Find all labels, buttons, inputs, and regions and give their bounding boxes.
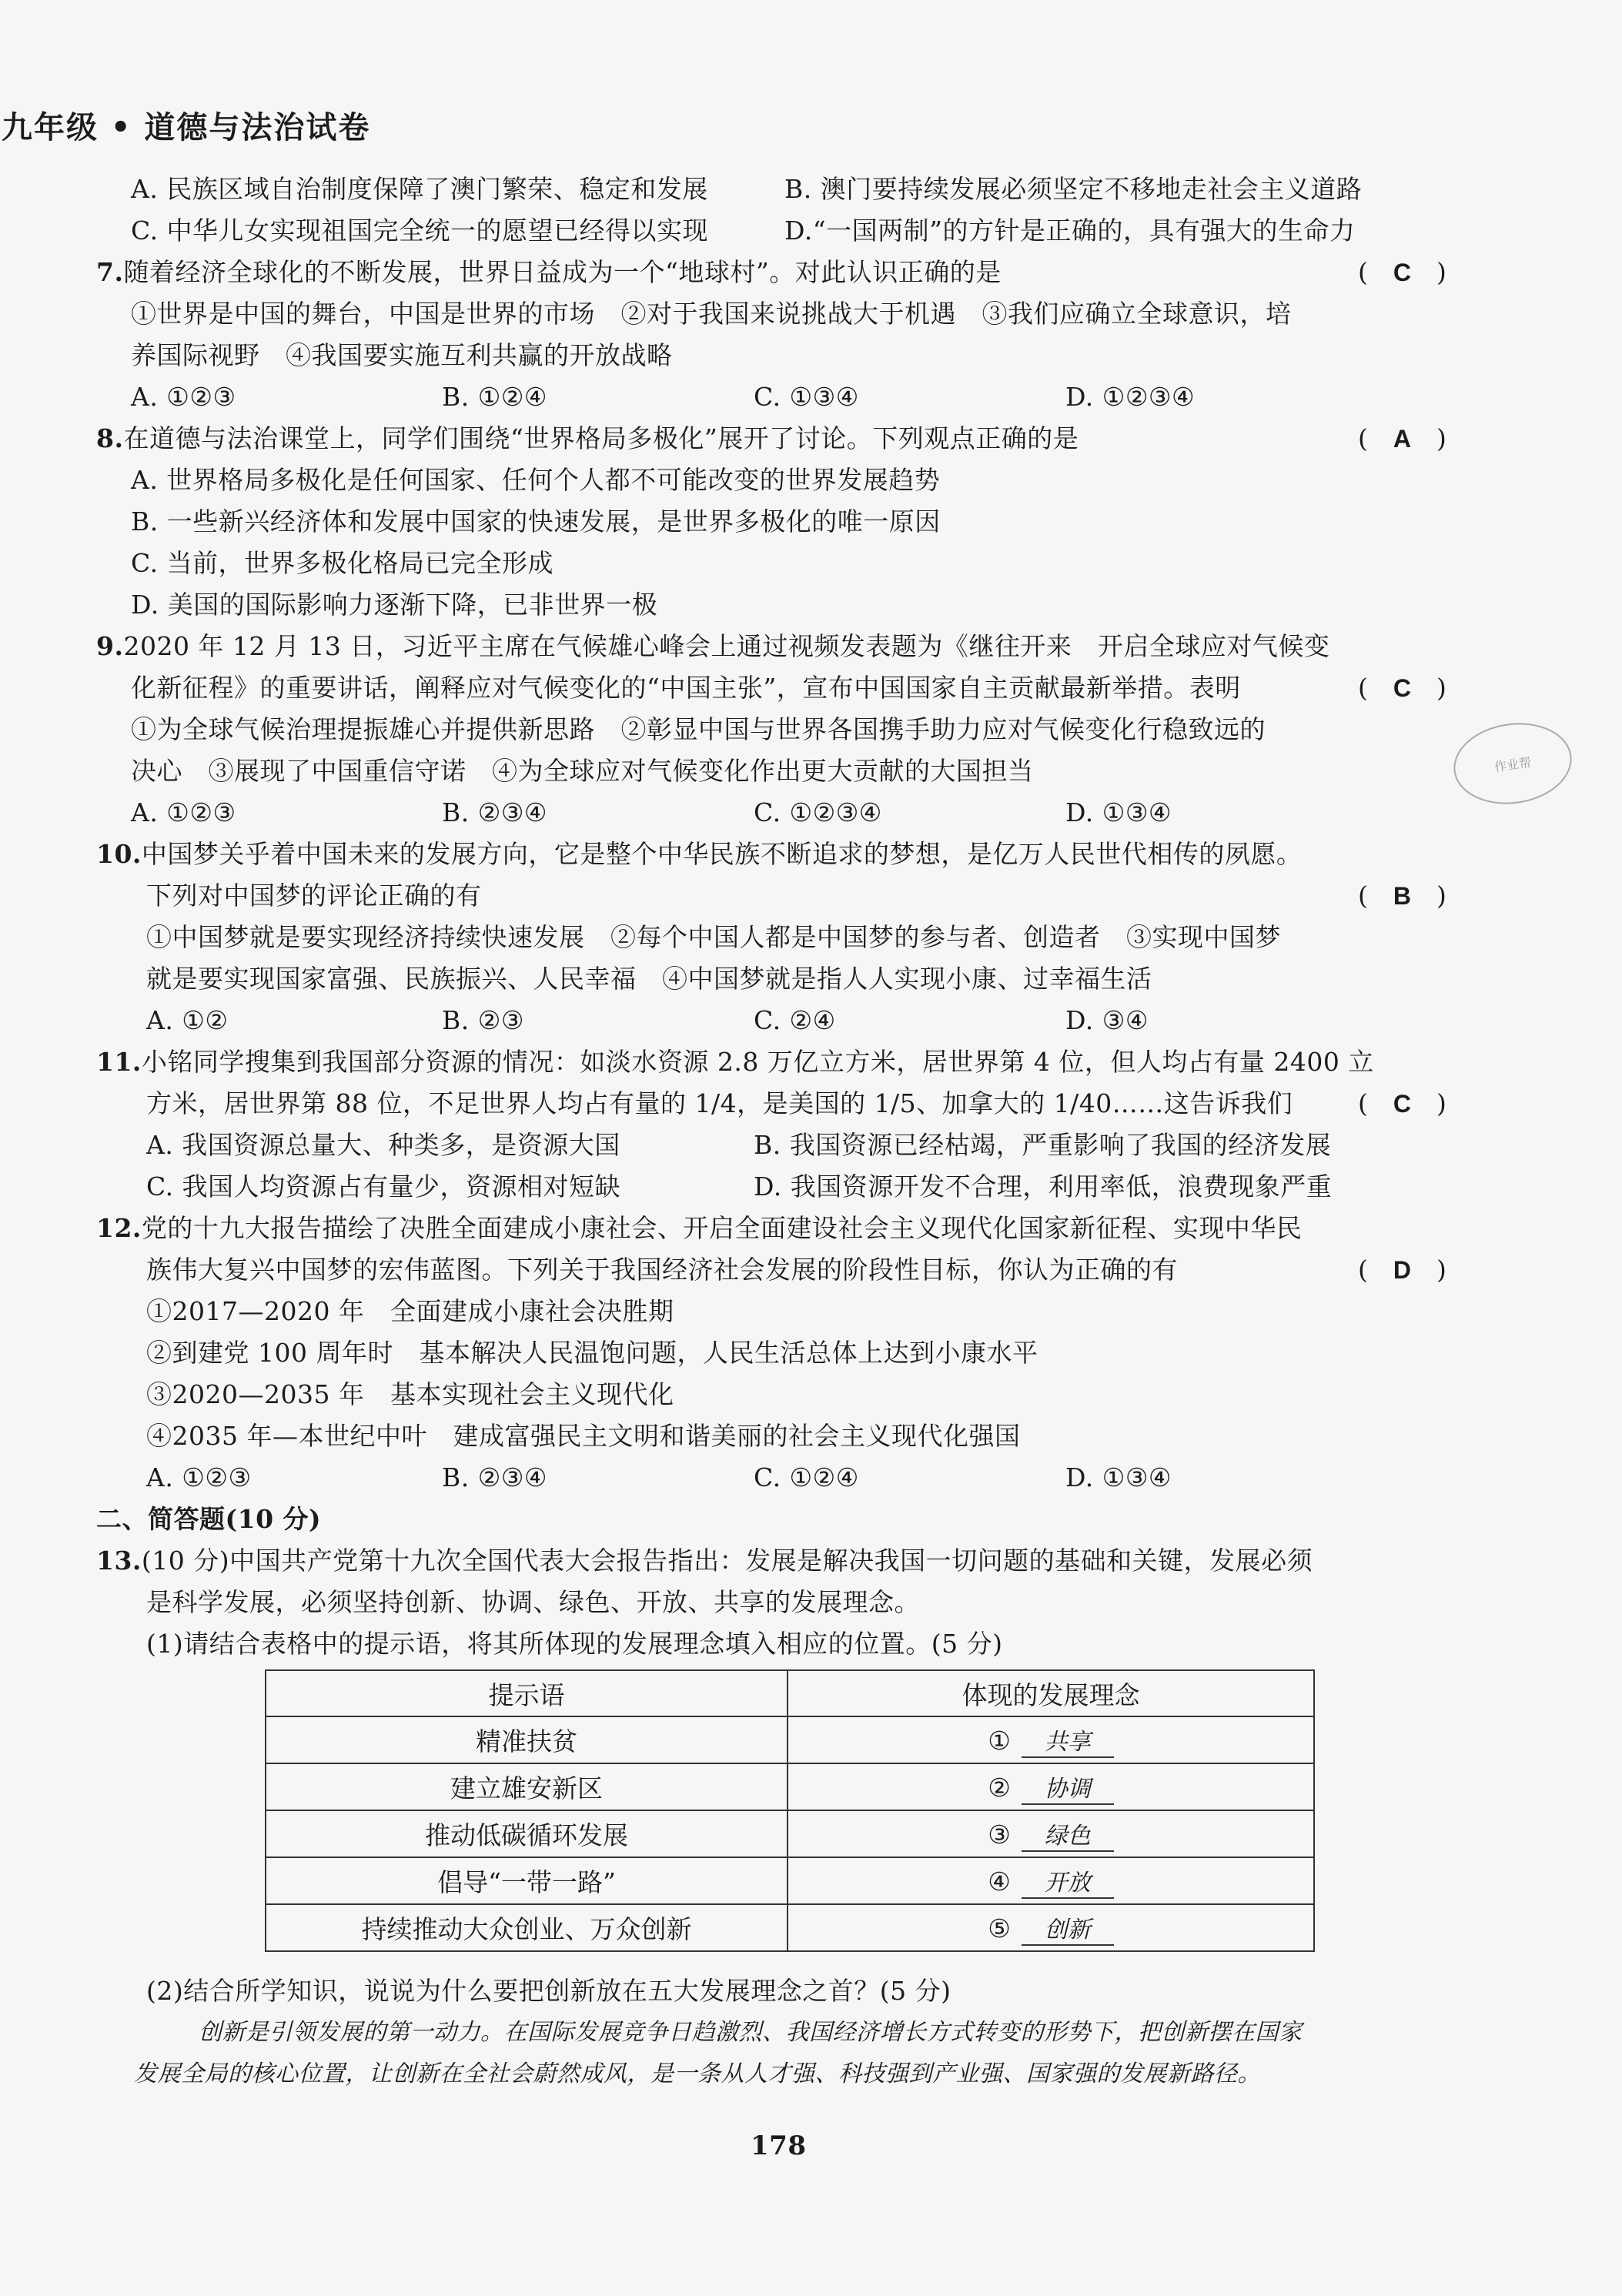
q10-stem-line2: 下列对中国梦的评论正确的有 bbox=[146, 881, 482, 911]
q9-number: 9. bbox=[96, 631, 124, 661]
circled-number: ② bbox=[988, 1772, 1011, 1803]
table-cell-concept bbox=[788, 1904, 1314, 1951]
q7-option-c: C. ①③④ bbox=[754, 382, 859, 412]
q12-option-b: B. ②③④ bbox=[442, 1462, 547, 1492]
circled-number: ⑤ bbox=[988, 1913, 1011, 1943]
q12-item-2: ②到建党 100 周年时 基本解决人民温饱问题，人民生活总体上达到小康水平 bbox=[146, 1338, 1038, 1368]
q9-answer: ( C ) bbox=[1358, 673, 1446, 703]
q10-statement-line1: ①中国梦就是要实现经济持续快速发展 ②每个中国人都是中国梦的参与者、创造者 ③实现中国梦 bbox=[146, 922, 1281, 952]
q13-stem-line1 bbox=[96, 1546, 1313, 1576]
circled-number: ④ bbox=[988, 1866, 1011, 1897]
q11-answer: ( C ) bbox=[1358, 1088, 1446, 1118]
q9-statement-line1: ①为全球气候治理提振雄心并提供新思路 ②彰显中国与世界各国携手助力应对气候变化行稳致远的 bbox=[131, 714, 1266, 744]
table-cell-prompt: 倡导“一带一路” bbox=[266, 1857, 788, 1904]
q8-option-c: C. 当前，世界多极化格局已完全形成 bbox=[131, 548, 554, 578]
q13-handwritten-answer-line2: 发展全局的核心位置，让创新在全社会蔚然成风，是一条从人才强、科技强到产业强、国家强的发展新路径。 bbox=[134, 2060, 1261, 2087]
table-cell-prompt: 推动低碳循环发展 bbox=[266, 1810, 788, 1857]
table-header-row bbox=[266, 1670, 1314, 1716]
q9-option-a: A. ①②③ bbox=[131, 797, 236, 827]
q12-stem-line1 bbox=[96, 1213, 1302, 1244]
handwritten-answer: 协调 bbox=[1022, 1770, 1114, 1805]
q8-stem-text: 在道德与法治课堂上，同学们围绕“世界格局多极化”展开了讨论。下列观点正确的是 bbox=[123, 423, 1079, 453]
development-concept-table bbox=[265, 1669, 1315, 1952]
handwritten-answer: 绿色 bbox=[1022, 1816, 1114, 1852]
q10-answer: ( B ) bbox=[1358, 881, 1446, 911]
q7-stem-text: 随着经济全球化的不断发展，世界日益成为一个“地球村”。对此认识正确的是 bbox=[123, 257, 1002, 287]
table-cell-prompt: 精准扶贫 bbox=[266, 1716, 788, 1763]
q9-stem-text: 2020 年 12 月 13 日，习近平主席在气候雄心峰会上通过视频发表题为《继往开来 开启全球应对气候变 bbox=[123, 631, 1330, 661]
q13-sub-question-2: (2)结合所学知识，说说为什么要把创新放在五大发展理念之首？(5 分) bbox=[146, 1976, 951, 2006]
q8-number: 8. bbox=[96, 423, 124, 453]
q13-stem-text: (10 分)中国共产党第十九次全国代表大会报告指出：发展是解决我国一切问题的基础和关键，发展必须 bbox=[141, 1546, 1313, 1576]
handwritten-answer: 创新 bbox=[1022, 1910, 1114, 1946]
q13-stem-line2: 是科学发展，必须坚持创新、协调、绿色、开放、共享的发展理念。 bbox=[146, 1587, 920, 1617]
q7-option-b: B. ①②④ bbox=[442, 382, 547, 412]
handwritten-answer: 开放 bbox=[1022, 1863, 1114, 1899]
table-cell-concept bbox=[788, 1857, 1314, 1904]
q8-option-d: D. 美国的国际影响力逐渐下降，已非世界一极 bbox=[131, 590, 658, 620]
q7-statement-line2: 养国际视野 ④我国要实施互利共赢的开放战略 bbox=[131, 340, 673, 370]
q12-number: 12. bbox=[96, 1213, 142, 1243]
q8-stem bbox=[96, 423, 1079, 454]
table-header-prompt: 提示语 bbox=[266, 1670, 788, 1716]
q6-option-a: A. 民族区域自治制度保障了澳门繁荣、稳定和发展 bbox=[131, 174, 708, 204]
section-title-short-answer: 二、简答题(10 分) bbox=[96, 1504, 322, 1534]
q10-option-a: A. ①② bbox=[146, 1005, 229, 1035]
table-cell-concept bbox=[788, 1763, 1314, 1810]
table-cell-concept bbox=[788, 1810, 1314, 1857]
q12-option-a: A. ①②③ bbox=[146, 1462, 252, 1492]
q12-stem-text: 党的十九大报告描绘了决胜全面建成小康社会、开启全面建设社会主义现代化国家新征程、实现中华民 bbox=[141, 1213, 1303, 1243]
q9-option-d: D. ①③④ bbox=[1065, 797, 1172, 827]
table-cell-prompt: 持续推动大众创业、万众创新 bbox=[266, 1904, 788, 1951]
q7-stem bbox=[96, 257, 1002, 288]
q9-option-b: B. ②③④ bbox=[442, 797, 547, 827]
q13-sub-question-1: (1)请结合表格中的提示语，将其所体现的发展理念填入相应的位置。(5 分) bbox=[146, 1629, 1003, 1659]
q11-option-d: D. 我国资源开发不合理，利用率低，浪费现象严重 bbox=[754, 1171, 1333, 1201]
q12-item-4: ④2035 年—本世纪中叶 建成富强民主文明和谐美丽的社会主义现代化强国 bbox=[146, 1421, 1021, 1451]
q9-option-c: C. ①②③④ bbox=[754, 797, 882, 827]
handwritten-answer: 共享 bbox=[1022, 1723, 1114, 1758]
stamp-text: 作业帮 bbox=[1493, 754, 1533, 774]
stamp-mark bbox=[1449, 716, 1577, 811]
q13-number: 13. bbox=[96, 1546, 142, 1576]
q6-option-d: D.“一国两制”的方针是正确的，具有强大的生命力 bbox=[784, 216, 1356, 246]
q12-option-c: C. ①②④ bbox=[754, 1462, 859, 1492]
q11-number: 11. bbox=[96, 1047, 142, 1077]
q9-stem-line1 bbox=[96, 631, 1329, 662]
page-number: 178 bbox=[751, 2131, 807, 2161]
q11-option-b: B. 我国资源已经枯竭，严重影响了我国的经济发展 bbox=[754, 1130, 1332, 1160]
q8-answer: ( A ) bbox=[1358, 423, 1446, 453]
q11-answer-letter: C bbox=[1393, 1090, 1411, 1118]
q10-stem-line1 bbox=[96, 839, 1302, 870]
q11-stem-text: 小铭同学搜集到我国部分资源的情况：如淡水资源 2.8 万亿立方米，居世界第 4 位，但人均占有量 2400 立 bbox=[141, 1047, 1374, 1077]
q8-answer-letter: A bbox=[1393, 425, 1411, 453]
q12-option-d: D. ①③④ bbox=[1065, 1462, 1172, 1492]
table-row bbox=[266, 1763, 1314, 1810]
table-header-concept: 体现的发展理念 bbox=[788, 1670, 1314, 1716]
q6-option-c: C. 中华儿女实现祖国完全统一的愿望已经得以实现 bbox=[131, 216, 709, 246]
q10-stem-text: 中国梦关乎着中国未来的发展方向，它是整个中华民族不断追求的梦想，是亿万人民世代相传的夙愿。 bbox=[141, 839, 1303, 869]
table-row bbox=[266, 1904, 1314, 1951]
q7-answer-letter: C bbox=[1393, 259, 1411, 286]
q7-option-a: A. ①②③ bbox=[131, 382, 236, 412]
q7-statement-line1: ①世界是中国的舞台，中国是世界的市场 ②对于我国来说挑战大于机遇 ③我们应确立全球意识，培 bbox=[131, 299, 1292, 329]
q10-option-d: D. ③④ bbox=[1065, 1005, 1149, 1035]
table-row bbox=[266, 1716, 1314, 1763]
q12-answer: ( D ) bbox=[1358, 1255, 1446, 1285]
q12-item-3: ③2020—2035 年 基本实现社会主义现代化 bbox=[146, 1379, 674, 1409]
q10-answer-letter: B bbox=[1393, 882, 1411, 910]
q8-option-a: A. 世界格局多极化是任何国家、任何个人都不可能改变的世界发展趋势 bbox=[131, 465, 941, 495]
q12-item-1: ①2017—2020 年 全面建成小康社会决胜期 bbox=[146, 1296, 674, 1326]
table-row bbox=[266, 1857, 1314, 1904]
q11-option-c: C. 我国人均资源占有量少，资源相对短缺 bbox=[146, 1171, 621, 1201]
q11-stem-line2: 方米，居世界第 88 位，不足世界人均占有量的 1/4，是美国的 1/5、加拿大的 1/40……这告诉我们 bbox=[146, 1088, 1293, 1118]
q12-stem-line2: 族伟大复兴中国梦的宏伟蓝图。下列关于我国经济社会发展的阶段性目标，你认为正确的有 bbox=[146, 1255, 1178, 1285]
q7-option-d: D. ①②③④ bbox=[1065, 382, 1196, 412]
circled-number: ③ bbox=[988, 1819, 1011, 1850]
table-row bbox=[266, 1810, 1314, 1857]
q11-option-a: A. 我国资源总量大、种类多，是资源大国 bbox=[146, 1130, 620, 1160]
q9-statement-line2: 决心 ③展现了中国重信守诺 ④为全球应对气候变化作出更大贡献的大国担当 bbox=[131, 756, 1034, 786]
q10-option-b: B. ②③ bbox=[442, 1005, 524, 1035]
q12-answer-letter: D bbox=[1393, 1256, 1411, 1284]
circled-number: ① bbox=[988, 1725, 1011, 1756]
q11-stem-line1 bbox=[96, 1047, 1374, 1078]
table-cell-concept bbox=[788, 1716, 1314, 1763]
q9-stem-line2: 化新征程》的重要讲话，阐释应对气候变化的“中国主张”，宣布中国国家自主贡献最新举措。表明 bbox=[131, 673, 1241, 703]
q7-number: 7. bbox=[96, 257, 124, 287]
q13-handwritten-answer-line1: 创新是引领发展的第一动力。在国际发展竞争日趋激烈、我国经济增长方式转变的形势下，把创新摆在国家 bbox=[199, 2019, 1303, 2046]
q8-option-b: B. 一些新兴经济体和发展中国家的快速发展，是世界多极化的唯一原因 bbox=[131, 506, 941, 536]
q10-option-c: C. ②④ bbox=[754, 1005, 836, 1035]
q7-answer: ( C ) bbox=[1358, 257, 1446, 287]
q10-number: 10. bbox=[96, 839, 142, 869]
page-header-title: 九年级 • 道德与法治试卷 bbox=[2, 109, 371, 145]
q10-statement-line2: 就是要实现国家富强、民族振兴、人民幸福 ④中国梦就是指人人实现小康、过幸福生活 bbox=[146, 964, 1152, 994]
q6-option-b: B. 澳门要持续发展必须坚定不移地走社会主义道路 bbox=[784, 174, 1363, 204]
q9-answer-letter: C bbox=[1393, 674, 1411, 702]
table-cell-prompt: 建立雄安新区 bbox=[266, 1763, 788, 1810]
